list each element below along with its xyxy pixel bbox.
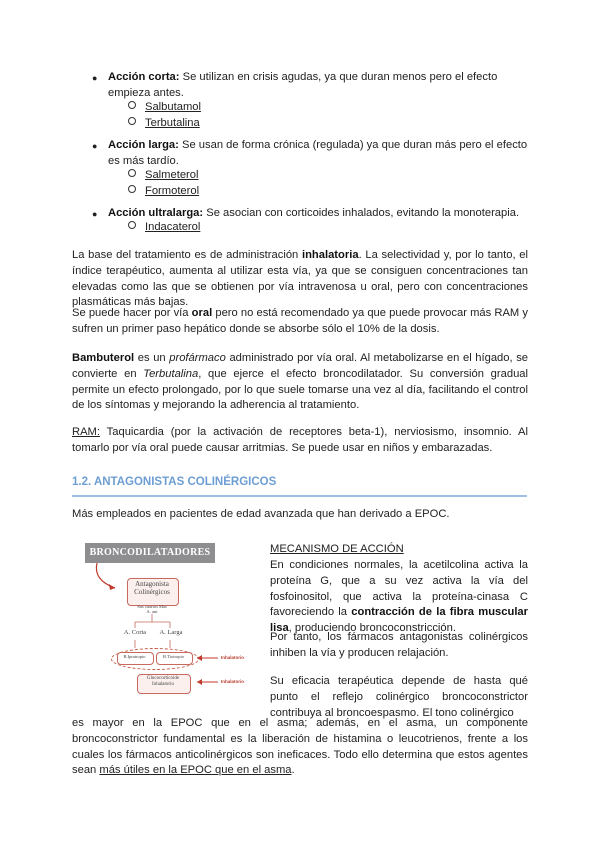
paragraph-bambuterol: [72, 351, 528, 414]
text: Glucocorticoide: [146, 676, 180, 681]
circle-bullet-icon: [128, 117, 136, 125]
bullet-text: empieza antes.: [108, 87, 184, 99]
circle-bullet-icon: [128, 101, 136, 109]
bullet-dot: ●: [92, 73, 98, 83]
circle-bullet-icon: [128, 221, 136, 229]
text: Sus cuartos Mas: [137, 604, 167, 609]
diagram-route-label: Inhalatorio: [221, 679, 245, 684]
text: , produciendo broncoconstricción.: [288, 622, 456, 635]
bullet-title: Acción corta:: [108, 71, 180, 83]
mechanism-paragraph-4: [72, 716, 528, 779]
circle-bullet-icon: [128, 185, 136, 193]
drug-salmeterol: Salmeterol: [145, 169, 199, 181]
paragraph-inhaled: [72, 248, 528, 311]
bullet-text: Se utilizan en crisis agudas, ya que duran menos pero el efecto: [182, 71, 498, 83]
drug-terbutalina: Terbutalina: [145, 117, 200, 129]
diagram-leaf-long: A. Larga: [159, 629, 183, 636]
diagram-node-label: [137, 676, 189, 688]
subitem: [128, 168, 198, 184]
bullet-text: Se asocian con corticoides inhalados, evitando la monoterapia.: [206, 207, 520, 219]
diagram-node-sub: [123, 604, 181, 614]
paragraph-oral: [72, 306, 528, 338]
text: administrado por vía oral. Al metabolizarse en el hígado, se convierte en: [72, 352, 529, 380]
circle-bullet-icon: [128, 169, 136, 177]
text-underline: MECANISMO DE ACCIÓN: [270, 543, 404, 555]
bullet-title: Acción ultralarga:: [108, 207, 204, 219]
text: Taquicardia (por la activación de receptores beta-1), nerviosismo, insomnio. Al tomarlo por vía oral puede causar arritmias. Se puede usar en niños y embarazadas.: [72, 426, 529, 454]
text: es un: [137, 352, 166, 364]
drug-formoterol: Formoterol: [145, 185, 200, 197]
text-bold: Bambuterol: [72, 352, 135, 364]
section-intro: [72, 507, 528, 523]
bullet-text: es más tardío.: [108, 155, 179, 167]
diagram-title: BRONCODILATADORES: [85, 543, 215, 563]
text: Se puede hacer por vía: [72, 307, 189, 319]
section-heading: 1.2. ANTAGONISTAS COLINÉRGICOS: [72, 476, 277, 488]
subitem: [128, 184, 199, 200]
subitem: [128, 100, 201, 116]
text-bold: oral: [191, 307, 213, 319]
bronchodilator-diagram: [75, 540, 260, 695]
diagram-connectors: [75, 540, 260, 695]
heading-divider: [72, 495, 527, 497]
text: Más empleados en pacientes de edad avanzada que han derivado a EPOC.: [72, 508, 450, 520]
drug-indacaterol: Indacaterol: [145, 221, 201, 233]
diagram-leaf-short: A. Corta: [123, 629, 147, 636]
text-bold: inhalatoria: [301, 249, 359, 261]
subitem: [128, 116, 200, 132]
bullet-dot: ●: [92, 209, 98, 219]
text-italic: Terbutalina: [143, 367, 199, 380]
text: La base del tratamiento es de administración: [72, 249, 299, 261]
bullet-item-long-acting: [108, 138, 528, 154]
text-underline: RAM:: [72, 426, 100, 438]
subitem: [128, 220, 200, 236]
text-underline: más útiles en la EPOC que en el asma: [99, 764, 292, 777]
bullet-dot: ●: [92, 141, 98, 151]
mechanism-paragraph-1: [270, 558, 528, 637]
mechanism-title: [270, 542, 404, 558]
mechanism-paragraph-2: [270, 630, 528, 662]
text: .: [291, 764, 295, 777]
text: En condiciones normales, la acetilcolina activa la proteína G, que a su vez activa la vía del fosfoinositol, que activa la proteína-cinasa C favoreciendo la: [270, 559, 528, 619]
diagram-node-label: [125, 580, 179, 596]
text: pero no está recomendado ya que puede provocar más RAM y sufren un primer paso hepático donde se absorbe sólo el 10% de la dosis.: [72, 307, 528, 335]
text: , que ejerce el efecto broncodilatador. Su conversión gradual permite un efecto prolongado, por lo que suele tomarse una vez al día, facilitando el control de los síntomas y mejorando la adherencia al tratamiento.: [72, 367, 529, 412]
paragraph-ram: [72, 425, 528, 457]
text: A. ant: [146, 609, 158, 614]
text: Antagonista: [135, 580, 169, 588]
text: Su eficacia terapéutica depende de hasta qué punto el reflejo colinérgico broncoconstrictor contribuya al broncoespasmo. El tono colinérgico: [270, 675, 528, 719]
diagram-route-label: Inhalatorio: [221, 655, 245, 660]
text: es mayor en la EPOC que en el asma; además, en el asma, un componente broncoconstrictor fundamental es la liberación de histamina o leucotrienos, frente a los cuales los fármacos anticolinérgicos son ineficaces. Todo ello determina que estos agentes sean: [72, 717, 528, 777]
text: Inhalatorio: [152, 682, 174, 687]
text: Colinérgicos: [134, 588, 170, 596]
text: Por tanto, los fármacos antagonistas colinérgicos inhiben la vía y producen relajación.: [270, 631, 528, 659]
diagram-drug-tiotropio: B.Tiotropio: [163, 654, 184, 659]
bullet-item-short-acting: [108, 70, 528, 86]
text-bold: contracción de la fibra muscular lisa: [270, 606, 529, 635]
mechanism-paragraph-3: [270, 674, 528, 721]
diagram-drug-ipratropio: B.Ipratropio: [123, 654, 146, 659]
text: . La selectividad y, por lo tanto, el índice terapéutico, aumenta al utilizar esta vía, ya que se consiguen concentraciones tan elevadas como las que se obtienen por vía intravenosa u oral, pero con concentraciones plasmáticas más bajas.: [72, 249, 529, 309]
bullet-title: Acción larga:: [108, 139, 179, 151]
text-italic: profármaco: [169, 352, 226, 364]
bullet-text: Se usan de forma crónica (regulada) ya que duran más pero el efecto: [181, 139, 528, 151]
drug-salbutamol: Salbutamol: [145, 101, 201, 113]
